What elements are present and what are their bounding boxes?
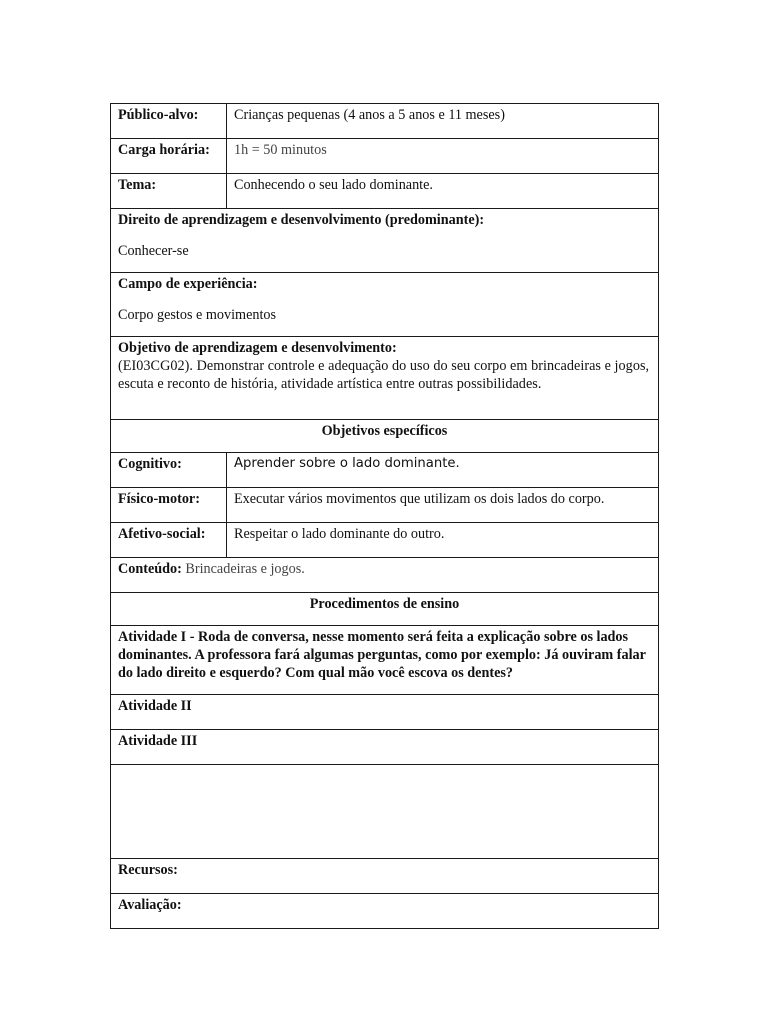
row-recursos [111,859,659,894]
tema-label: Tema: [111,174,227,209]
atividade-2-label: Atividade II [111,695,659,730]
objetivo-value: (EI03CG02). Demonstrar controle e adequação do uso do seu corpo em brincadeiras e jogos, escuta e reconto de história, atividade artística entre outras possibilidades. [118,358,650,392]
row-atividade-1 [111,626,659,695]
row-fisico-motor [111,488,659,523]
row-objetivos-especificos [111,420,659,453]
row-direito [111,209,659,273]
carga-horaria-value: 1h = 50 minutos [227,139,659,174]
row-afetivo-social [111,523,659,558]
cognitivo-value: Aprender sobre o lado dominante. [227,453,659,488]
objetivos-especificos-heading: Objetivos específicos [111,420,659,453]
row-cognitivo [111,453,659,488]
carga-horaria-label: Carga horária: [111,139,227,174]
recursos-label: Recursos: [111,859,659,894]
direito-value: Conhecer-se [118,243,189,259]
row-tema [111,174,659,209]
procedimentos-heading: Procedimentos de ensino [111,593,659,626]
blank-cell [111,765,659,859]
row-publico-alvo [111,104,659,139]
publico-alvo-label: Público-alvo: [111,104,227,139]
conteudo-value: Brincadeiras e jogos. [185,561,305,577]
campo-value: Corpo gestos e movimentos [118,307,277,323]
direito-label: Direito de aprendizagem e desenvolvimento (predominante): [118,212,485,228]
row-avaliacao [111,894,659,929]
fisico-motor-label: Físico-motor: [111,488,227,523]
conteudo-label: Conteúdo: [118,561,182,577]
row-carga-horaria [111,139,659,174]
lesson-plan-table [110,103,659,929]
atividade-3-label: Atividade III [111,730,659,765]
row-objetivo [111,337,659,420]
publico-alvo-value: Crianças pequenas (4 anos a 5 anos e 11 meses) [227,104,659,139]
campo-label: Campo de experiência: [118,276,258,292]
row-conteudo [111,558,659,593]
row-blank [111,765,659,859]
tema-value: Conhecendo o seu lado dominante. [227,174,659,209]
row-atividade-3 [111,730,659,765]
row-procedimentos [111,593,659,626]
afetivo-social-value: Respeitar o lado dominante do outro. [227,523,659,558]
row-atividade-2 [111,695,659,730]
objetivo-label: Objetivo de aprendizagem e desenvolvimento: [118,340,397,356]
fisico-motor-value: Executar vários movimentos que utilizam os dois lados do corpo. [227,488,659,523]
cognitivo-label: Cognitivo: [111,453,227,488]
row-campo-experiencia [111,273,659,337]
afetivo-social-label: Afetivo-social: [111,523,227,558]
avaliacao-label: Avaliação: [111,894,659,929]
atividade-1-text: Atividade I - Roda de conversa, nesse momento será feita a explicação sobre os lados dominantes. A professora fará algumas perguntas, como por exemplo: Já ouviram falar do lado direito e esquerdo? Com qual mão você escova os dentes? [111,626,659,695]
